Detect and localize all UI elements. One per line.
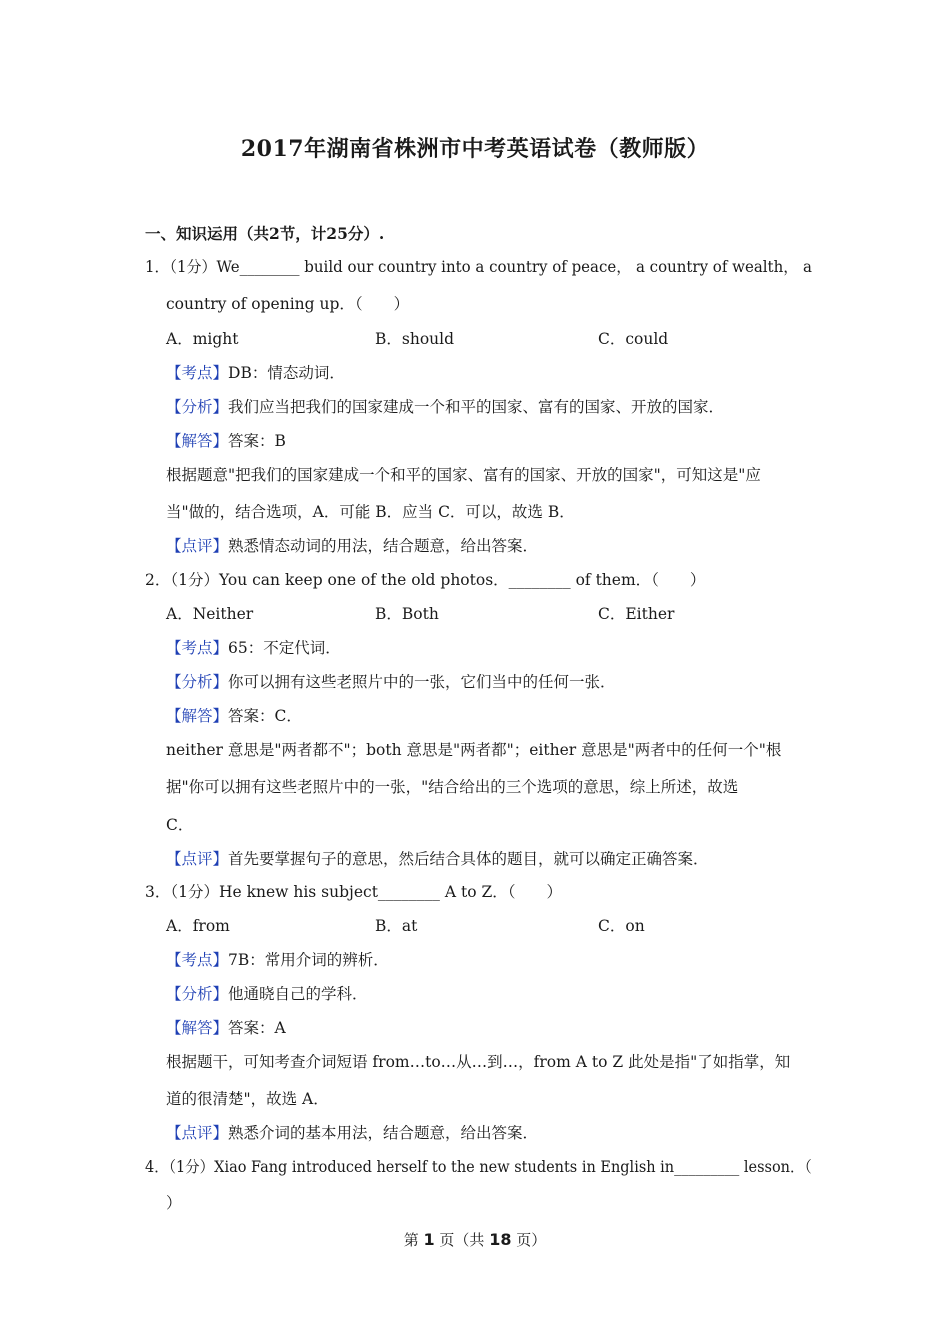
question-1-stem-cont: country of opening up．（ ） — [166, 295, 410, 313]
jieda-text: 答案：A — [228, 1019, 286, 1037]
dianping-text: 首先要掌握句子的意思，然后结合具体的题目，就可以确定正确答案． — [228, 850, 709, 868]
question-number: 4． — [145, 1158, 169, 1176]
fenxi-text: 你可以拥有这些老照片中的一张，它们当中的任何一张． — [228, 673, 616, 691]
footer-total-pages: 18 — [489, 1230, 512, 1249]
question-1-option-a: A．might — [166, 330, 239, 348]
question-score: （1分） — [168, 1158, 215, 1176]
question-3-explain-1: 根据题干，可知考查介词短语 from…to…从…到…，from A to Z 此处是指"了如指掌，知 — [166, 1053, 791, 1071]
question-1-option-c: C．could — [598, 330, 669, 348]
question-4-stem — [145, 1156, 812, 1178]
question-1-jieda — [166, 430, 286, 452]
question-number: 3． — [145, 883, 171, 901]
question-1-dianping — [166, 535, 538, 557]
question-text: We________ build our country into a country of peace， a country of wealth， a — [216, 258, 812, 276]
kaodian-tag: 【考点】 — [166, 639, 229, 657]
question-3-option-c: C．on — [598, 917, 645, 935]
jieda-text: 答案：B — [228, 432, 286, 450]
question-3-explain-2: 道的很清楚"，故选 A． — [166, 1090, 329, 1108]
fenxi-text: 我们应当把我们的国家建成一个和平的国家、富有的国家、开放的国家． — [228, 398, 725, 416]
question-3-option-b: B．at — [375, 917, 418, 935]
question-3-stem — [145, 881, 562, 903]
fenxi-tag: 【分析】 — [166, 673, 229, 691]
question-2-option-a: A．Neither — [166, 605, 254, 623]
kaodian-tag: 【考点】 — [166, 951, 229, 969]
question-score: （1分） — [170, 571, 219, 589]
jieda-tag: 【解答】 — [166, 432, 229, 450]
question-2-option-c: C．Either — [598, 605, 675, 623]
fenxi-tag: 【分析】 — [166, 398, 229, 416]
dianping-tag: 【点评】 — [166, 537, 229, 555]
jieda-tag: 【解答】 — [166, 1019, 229, 1037]
question-2-explain-1: neither 意思是"两者都不"；both 意思是"两者都"；either 意思是"两者中的任何一个"根 — [166, 741, 782, 759]
question-text: Xiao Fang introduced herself to the new students in English in_________ lesson．（ — [214, 1158, 812, 1176]
page-footer — [0, 1229, 950, 1250]
question-2-explain-2: 据"你可以拥有这些老照片中的一张，"结合给出的三个选项的意思，综上所述，故选 — [166, 778, 739, 796]
fenxi-tag: 【分析】 — [166, 985, 229, 1003]
section-heading: 一、知识运用（共2节，计25分）. — [145, 224, 385, 243]
question-1-stem — [145, 256, 812, 278]
question-1-kaodian — [166, 362, 345, 384]
question-3-jieda — [166, 1017, 286, 1039]
footer-suffix: 页） — [516, 1231, 547, 1249]
fenxi-text: 他通晓自己的学科． — [228, 985, 368, 1003]
question-3-option-a: A．from — [166, 917, 230, 935]
question-number: 2． — [145, 571, 171, 589]
footer-page-number: 1 — [423, 1230, 435, 1249]
jieda-tag: 【解答】 — [166, 707, 229, 725]
question-4-stem-cont: ） — [166, 1194, 182, 1212]
footer-mid: 页（共 — [439, 1231, 485, 1249]
question-number: 1． — [145, 258, 170, 276]
dianping-text: 熟悉情态动词的用法，结合题意，给出答案． — [228, 537, 539, 555]
question-text: You can keep one of the old photos．________ of them．（ ） — [219, 571, 706, 589]
question-3-fenxi — [166, 983, 368, 1005]
kaodian-text: 65：不定代词． — [228, 639, 341, 657]
question-2-kaodian — [166, 637, 341, 659]
question-3-dianping — [166, 1122, 538, 1144]
question-score: （1分） — [170, 883, 219, 901]
question-1-explain-2: 当"做的，结合选项，A．可能 B．应当 C．可以，故选 B． — [166, 503, 575, 521]
dianping-tag: 【点评】 — [166, 1124, 229, 1142]
question-2-fenxi — [166, 671, 616, 693]
question-2-option-b: B．Both — [375, 605, 439, 623]
question-2-explain-3: C． — [166, 816, 194, 834]
kaodian-text: 7B：常用介词的辨析． — [228, 951, 389, 969]
question-2-dianping — [166, 848, 709, 870]
jieda-text: 答案：C． — [228, 707, 302, 725]
kaodian-text: DB：情态动词． — [228, 364, 345, 382]
question-1-fenxi — [166, 396, 724, 418]
kaodian-tag: 【考点】 — [166, 364, 229, 382]
question-2-stem — [145, 569, 705, 591]
question-2-jieda — [166, 705, 302, 727]
dianping-tag: 【点评】 — [166, 850, 229, 868]
question-1-option-b: B．should — [375, 330, 455, 348]
question-text: He knew his subject________ A to Z．（ ） — [219, 883, 562, 901]
question-1-explain-1: 根据题意"把我们的国家建成一个和平的国家、富有的国家、开放的国家"，可知这是"应 — [166, 466, 761, 484]
question-3-kaodian — [166, 949, 389, 971]
page-title: 2017年湖南省株洲市中考英语试卷（教师版） — [240, 136, 710, 162]
question-score: （1分） — [169, 258, 217, 276]
footer-prefix: 第 — [403, 1231, 419, 1249]
dianping-text: 熟悉介词的基本用法，结合题意，给出答案． — [228, 1124, 539, 1142]
